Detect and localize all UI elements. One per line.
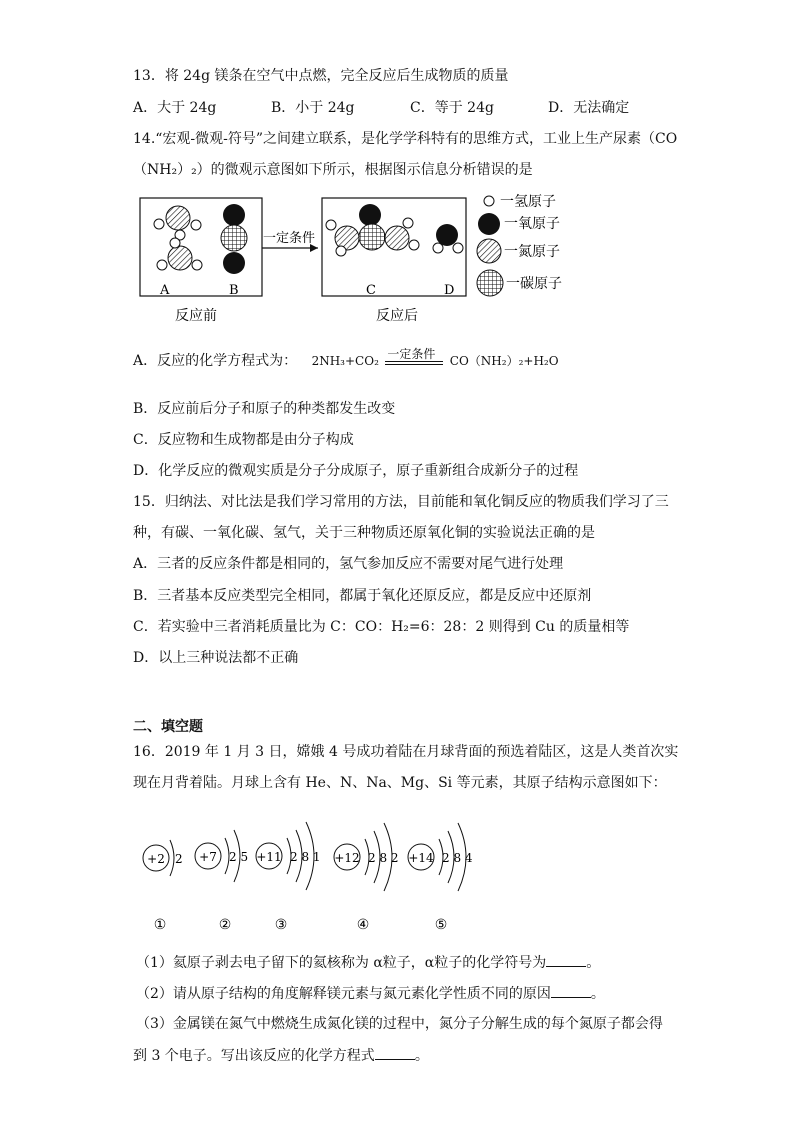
atom-index: ⑤ [434, 917, 448, 933]
answer-blank[interactable] [375, 1045, 415, 1060]
label-d: D [444, 283, 455, 298]
oxygen-atom-icon [478, 213, 500, 235]
atom-shells: 2 8 4 [442, 851, 473, 865]
legend-oxygen: 一氧原子 [504, 216, 560, 232]
caption-before: 反应前 [175, 308, 217, 324]
q15-stem-line1: 15．归纳法、对比法是我们学习常用的方法，目前能和氧化铜反应的物质我们学习了三 [133, 494, 669, 510]
q13-option-d: D．无法确定 [548, 100, 630, 116]
q16-sub1 [136, 952, 600, 973]
atom-nucleus: +11 [256, 850, 282, 864]
section-title: 二、填空题 [133, 719, 203, 735]
legend-hydrogen: 一氢原子 [500, 194, 556, 210]
answer-blank[interactable] [546, 952, 586, 967]
q14-reaction-diagram [0, 188, 794, 328]
q14-option-a-prefix: A．反应的化学方程式为： [133, 353, 298, 369]
urea-molecule [326, 204, 419, 256]
q16-sub2 [136, 983, 605, 1004]
atom-nucleus: +12 [334, 851, 360, 865]
atom-index: ④ [356, 917, 370, 933]
equation-condition: 一定条件 [387, 347, 436, 361]
label-b: B [229, 283, 239, 298]
label-c: C [366, 283, 376, 298]
answer-blank[interactable] [551, 983, 591, 998]
ammonia-molecule [157, 238, 202, 270]
q14-option-a [133, 347, 559, 370]
q14-stem-line1: 14.“宏观-微观-符号”之间建立联系，是化学学科特有的思维方式，工业上生产尿素（CO [133, 131, 678, 147]
atomic-structure-diagrams [0, 800, 794, 940]
atom-shells: 2 [175, 852, 183, 866]
equation-products: CO（NH₂）₂+H₂O [449, 354, 559, 368]
atom-diagram [195, 830, 248, 933]
atom-index: ② [218, 917, 232, 933]
carbon-atom-icon [477, 270, 503, 296]
q14-option-b: B．反应前后分子和原子的种类都发生改变 [133, 401, 396, 417]
atom-nucleus: +14 [408, 851, 434, 865]
q16-stem-line1: 16．2019 年 1 月 3 日，嫦娥 4 号成功着陆在月球背面的预选着陆区，这是人类首次实 [133, 744, 679, 760]
equation-condition-arrow [385, 347, 443, 365]
label-a: A [160, 283, 170, 298]
q14-option-d: D．化学反应的微观实质是分子分成原子，原子重新组合成新分子的过程 [133, 463, 579, 479]
caption-after: 反应后 [376, 308, 418, 324]
water-molecule [433, 224, 463, 253]
atom-shells: 2 5 [229, 850, 249, 864]
q15-option-c: C．若实验中三者消耗质量比为 C：CO：H₂=6：28：2 则得到 Cu 的质量相等 [133, 619, 630, 635]
atom-diagram [408, 823, 473, 933]
q16-stem-line2: 现在月背着陆。月球上含有 He、N、Na、Mg、Si 等元素，其原子结构示意图如下： [133, 775, 667, 791]
q16-sub1-text: （1）氦原子剥去电子留下的氦核称为 α粒子，α粒子的化学符号为 [136, 955, 547, 971]
carbon-dioxide-molecule [221, 204, 247, 274]
nitrogen-atom-icon [477, 239, 501, 263]
ammonia-molecule [154, 206, 201, 240]
q15-option-b: B．三者基本反应类型完全相同，都属于氧化还原反应，都是反应中还原剂 [133, 588, 592, 604]
period: 。 [590, 986, 605, 1002]
atom-diagram [256, 822, 321, 933]
q13-option-c: C．等于 24g [410, 100, 494, 116]
q13-option-a: A．大于 24g [133, 100, 217, 116]
atom-index: ③ [274, 917, 288, 933]
q15-option-a: A．三者的反应条件都是相同的，氢气参加反应不需要对尾气进行处理 [133, 556, 564, 572]
atom-diagram [143, 840, 183, 933]
atom-index: ① [153, 917, 167, 933]
q14-option-c: C．反应物和生成物都是由分子构成 [133, 432, 354, 448]
q15-option-d: D．以上三种说法都不正确 [133, 650, 299, 666]
atom-shells: 2 8 1 [290, 850, 321, 864]
arrow-label: 一定条件 [263, 231, 316, 246]
q13-stem: 13．将 24g 镁条在空气中点燃，完全反应后生成物质的质量 [133, 68, 509, 84]
period: 。 [414, 1048, 429, 1064]
equation-reactants: 2NH₃+CO₂ [311, 354, 379, 368]
q16-sub3-text: 到 3 个电子。写出该反应的化学方程式 [133, 1048, 375, 1064]
hydrogen-atom-icon [484, 196, 494, 206]
atom-nucleus: +2 [147, 852, 165, 866]
q13-option-b: B．小于 24g [271, 100, 355, 116]
atom-diagram [334, 823, 399, 933]
legend-carbon: 一碳原子 [506, 276, 562, 292]
q16-sub3-line2 [133, 1045, 429, 1066]
q15-stem-line2: 种，有碳、一氧化碳、氢气，关于三种物质还原氧化铜的实验说法正确的是 [133, 525, 595, 541]
legend-nitrogen: 一氮原子 [504, 244, 560, 260]
legend [477, 194, 562, 296]
atom-shells: 2 8 2 [368, 851, 399, 865]
q16-sub3-line1: （3）金属镁在氮气中燃烧生成氮化镁的过程中，氮分子分解生成的每个氮原子都会得 [136, 1016, 663, 1032]
q16-sub2-text: （2）请从原子结构的角度解释镁元素与氮元素化学性质不同的原因 [136, 986, 551, 1002]
q14-stem-line2: （NH₂）₂）的微观示意图如下所示，根据图示信息分析错误的是 [133, 162, 533, 178]
period: 。 [586, 955, 601, 971]
atom-nucleus: +7 [199, 850, 217, 864]
